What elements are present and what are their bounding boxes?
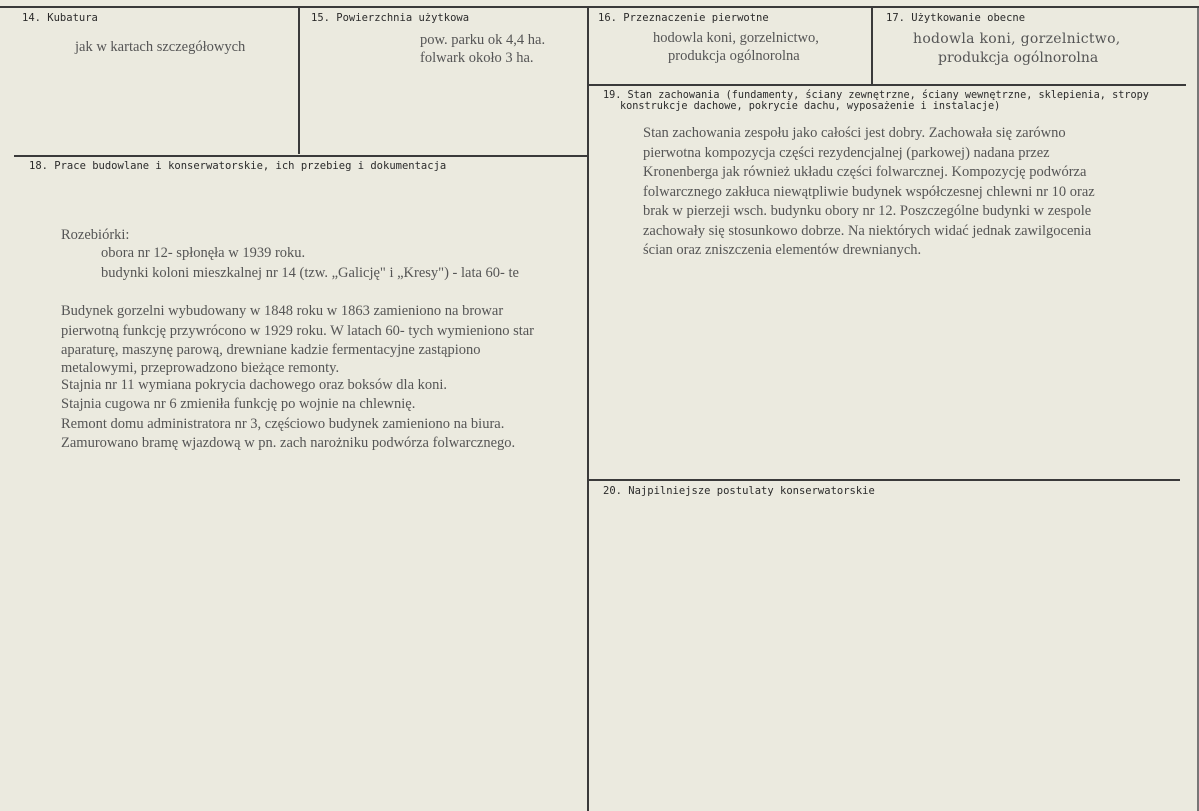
stan-label-line-2: konstrukcje dachowe, pokrycie dachu, wyposażenie i instalacje)	[620, 101, 1001, 112]
uzytkowanie-line-1: hodowla koni, gorzelnictwo,	[913, 31, 1121, 47]
prace-body-line: pierwotną funkcję przywrócono w 1929 roku. W latach 60- tych wymieniono star	[61, 322, 535, 339]
stan-body-line: ścian oraz zniszczenia elementów drewnianych.	[643, 242, 922, 258]
divider-14-15	[298, 8, 300, 154]
prace-indented-line: budynki koloni mieszkalnej nr 14 (tzw. „Galicję" i „Kresy") - lata 60- te	[101, 264, 519, 281]
stan-body-line: pierwotna kompozycja części rezydencjalnej (parkowej) nadana przez	[643, 144, 1050, 161]
powierzchnia-label: 15. Powierzchnia użytkowa	[311, 12, 470, 24]
stan-label-line-1: 19. Stan zachowania (fundamenty, ściany zewnętrzne, ściany wewnętrzne, sklepienia, stropy	[603, 90, 1149, 101]
prace-body-line: metalowymi, przeprowadzono bieżące remonty.	[61, 359, 340, 376]
stan-body-line: Kronenberga jak również układu części folwarcznej. Kompozycję podwórza	[643, 164, 1087, 180]
line-above-20	[588, 479, 1180, 481]
prace-body-line: aparaturę, maszynę parową, drewniane kadzie fermentacyjne zastąpiono	[61, 342, 481, 358]
right-edge	[1197, 8, 1199, 811]
prace-body-line: Stajnia cugowa nr 6 zmieniła funkcję po wojnie na chlewnię.	[61, 396, 416, 412]
line-under-16-17	[588, 84, 1186, 86]
prace-body-line: Stajnia nr 11 wymiana pokrycia dachowego oraz boksów dla koni.	[61, 376, 448, 393]
stan-body-line: folwarcznego zakłuca niewątpliwie budynek współczesnej chlewni nr 10 oraz	[643, 183, 1095, 200]
stan-body	[643, 124, 1095, 261]
kubatura-label: 14. Kubatura	[22, 12, 98, 24]
przeznaczenie-label: 16. Przeznaczenie pierwotne	[598, 12, 769, 24]
prace-body-line: Zamurowano bramę wjazdową w pn. zach narożniku podwórza folwarcznego.	[61, 435, 516, 451]
przeznaczenie-line-2: produkcja ogólnorolna	[668, 48, 800, 64]
powierzchnia-line-2: folwark około 3 ha.	[420, 50, 534, 66]
postulaty-label: 20. Najpilniejsze postulaty konserwatorskie	[603, 485, 875, 497]
line-above-18	[14, 155, 587, 157]
center-divider	[587, 8, 589, 811]
divider-16-17	[871, 8, 873, 84]
kubatura-value: jak w kartach szczegółowych	[75, 39, 246, 55]
prace-indented-line: obora nr 12- spłonęła w 1939 roku.	[101, 245, 306, 261]
prace-indented-list	[101, 244, 519, 283]
prace-body-line: Budynek gorzelni wybudowany w 1848 roku w 1863 zamieniono na browar	[61, 303, 504, 319]
prace-body	[61, 302, 586, 454]
uzytkowanie-line-2: produkcja ogólnorolna	[938, 50, 1099, 66]
uzytkowanie-label: 17. Użytkowanie obecne	[886, 12, 1026, 24]
prace-body-line: Remont domu administratora nr 3, częściowo budynek zamieniono na biura.	[61, 415, 505, 432]
prace-label: 18. Prace budowlane i konserwatorskie, ich przebieg i dokumentacja	[29, 160, 447, 172]
przeznaczenie-line-1: hodowla koni, gorzelnictwo,	[653, 30, 819, 46]
top-border	[0, 6, 1199, 8]
stan-body-line: Stan zachowania zespołu jako całości jest dobry. Zachowała się zarówno	[643, 125, 1066, 141]
stan-body-line: zachowały się stosunkowo dobrze. Na niektórych widać jednak zawilgocenia	[643, 222, 1092, 239]
powierzchnia-line-1: pow. parku ok 4,4 ha.	[420, 32, 546, 48]
stan-body-line: brak w pierzeji wsch. budynku obory nr 12. Poszczególne budynki w zespole	[643, 203, 1092, 219]
prace-heading: Rozebiórki:	[61, 227, 130, 243]
